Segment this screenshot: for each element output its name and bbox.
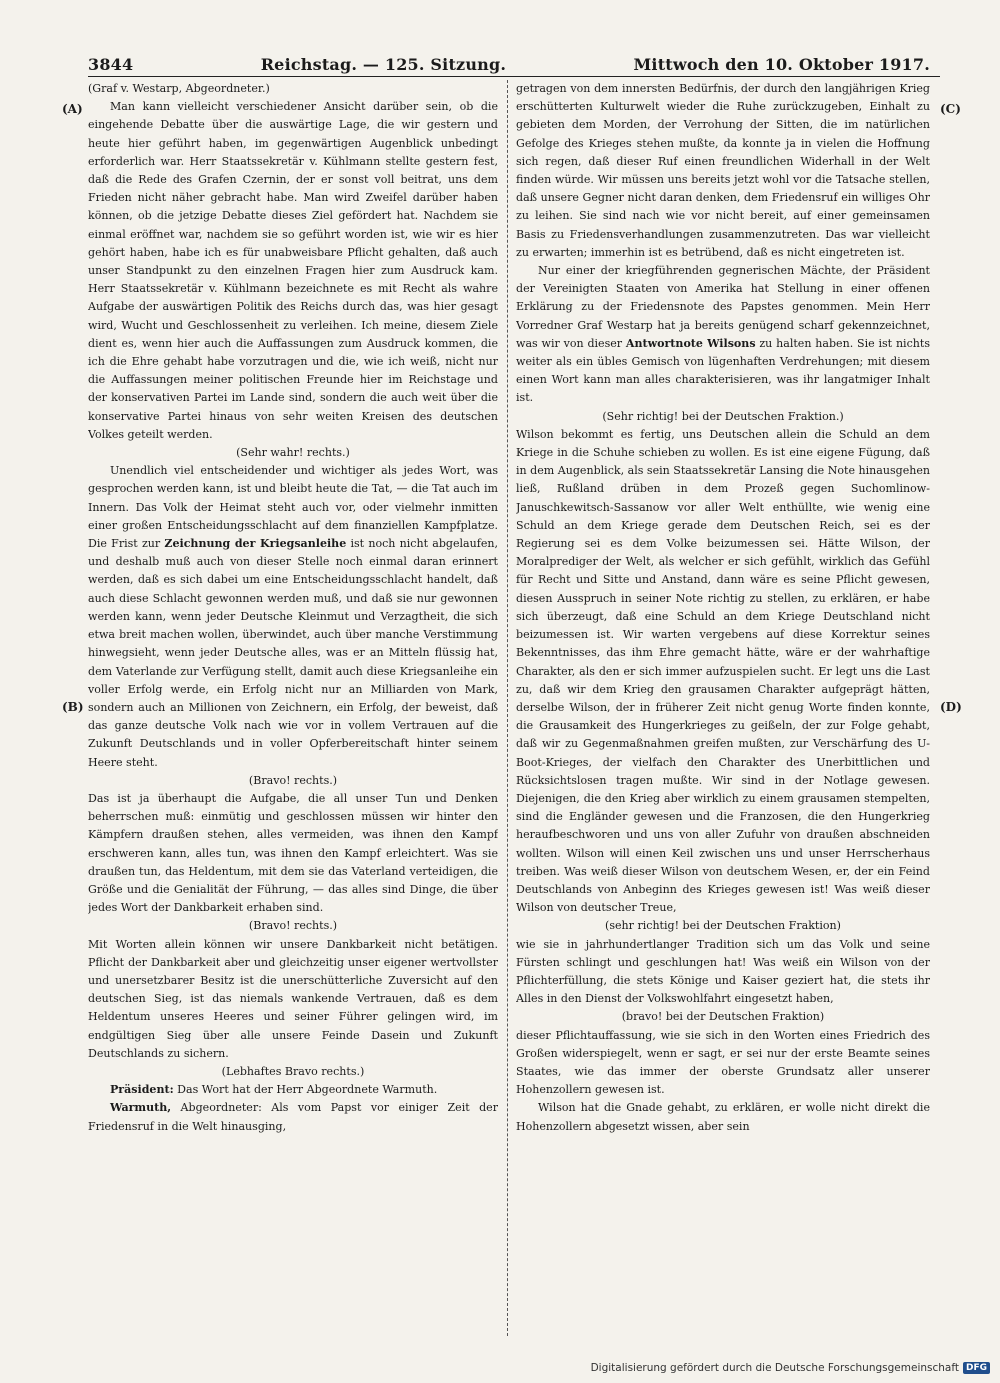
margin-marker-c: (C) [940, 102, 961, 116]
emphasis-kriegsanleihe: Zeichnung der Kriegsanleihe [164, 537, 347, 551]
paragraph: getragen von dem innersten Bedürfnis, der durch den langjährigen Krieg erschütterten Kulturwelt wieder die Ruhe zurückzugeben, Einhalt zu gebieten dem Morden, der Verrohung der Sitten, die im natürlichen Gefolge des Krieges stehen mußte, da konnte ja in vielen die Hoffnung sich regen, daß dieser Ruf einen freundlichen Widerhall in der Welt finden würde. Wir müssen uns bereits jetzt wohl vor die Tatsache stellen, daß unsere Gegner nicht daran denken, dem Friedensruf ein williges Ohr zu leihen. Sie sind nach wie vor nicht bereit, auf einer gemeinsamen Basis zu Friedensverhandlungen zusammenzutreten. Das war vielleicht zu erwarten; immerhin ist es betrübend, daß es nicht eingetreten ist. [516, 82, 930, 259]
interjection: (sehr richtig! bei der Deutschen Fraktion) [605, 919, 841, 933]
speaker-label-praesident: Präsident: [110, 1083, 174, 1097]
footer-text: Digitalisierung gefördert durch die Deutsche Forschungsgemeinschaft [590, 1362, 959, 1374]
emphasis-antwortnote: Antwortnote Wilsons [625, 336, 756, 350]
paragraph [88, 1081, 498, 1099]
interjection: (Bravo! rechts.) [248, 919, 338, 933]
paragraph: Mit Worten allein können wir unsere Dankbarkeit nicht betätigen. Pflicht der Dankbarkeit aber und gleichzeitig unser eigener wertvollster und unersetzbarer Besitz ist die unerschütterliche Zuversicht auf den deutschen Sieg, ist das niemals wankende Vertrauen, daß es dem Heldentum unseres Heeres und seiner Führer gelingen wird, im endgültigen Sieg über alle unsere Feinde Dasein und Zukunft Deutschlands zu sichern. [88, 937, 498, 1060]
column-divider [507, 80, 508, 1336]
paragraph: Wilson hat die Gnade gehabt, zu erklären, er wolle nicht direkt die Hohenzollern abgesetzt wissen, aber sein [516, 1101, 930, 1133]
interjection: (Sehr wahr! rechts.) [236, 446, 350, 460]
paragraph: Wilson bekommt es fertig, uns Deutschen allein die Schuld an dem Kriege in die Schuhe schieben zu wollen. Es ist eine eigene Fügung, daß in dem Augenblick, als sein Staatssekretär Lansing die Note hinausgehen ließ, Rußland drüben in dem Prozeß gegen Suchomlinow-Januschkewitsch-Sassanow vor aller Welt enthüllte, wie wenig eine Schuld an dem Kriege gerade dem Deutschen Reich, sei es der Regierung sei es dem Volke beizumessen sei. Hätte Wilson, der Moralprediger der Welt, als welcher er sich gefühlt, wirklich das Gefühl für Recht und Sitte und Anstand, dann wäre es seine Pflicht gewesen, diesen Ausspruch in seiner Note richtig zu stellen, zu erklären, er habe sich überzeugt, daß eine Schuld an dem Kriege Deutschland nicht beizumessen ist. Wir warten vergebens auf diese Korrektur seines Bekenntnisses, das ihm Ehre gemacht hätte, wäre er der wahrhaftige Charakter, als den er sich immer aufzuspielen sucht. Er legt uns die Last zu, daß wir dem Krieg den grausamen Charakter aufgeprägt hätten, derselbe Wilson, der in früherer Zeit nicht genug Worte finden konnte, die Grausamkeit des Hungerkrieges zu geißeln, der zur Folge gehabt, daß wir zu Gegenmaßnahmen greifen mußten, zur Verschärfung des U-Boot-Krieges, der vielfach den Charakter des Unerbittlichen und Rücksichtslosen tragen mußte. Wir sind in der Notlage gewesen. Diejenigen, die den Krieg aber wirklich zu einem grausamen stempelten, sind die Engländer gewesen und die Franzosen, die den Hungerkrieg heraufbeschworen und uns von aller Zufuhr von draußen abschneiden wollten. Wilson will einen Keil zwischen uns und unser Herrscherhaus treiben. Was weiß dieser Wilson von deutschem Wesen, er, der ein Feind Deutschlands von Anbeginn des Krieges gewesen ist! Was weiß dieser Wilson von deutscher Treue, [516, 427, 930, 915]
header-rule [88, 76, 940, 77]
session-title: Reichstag. — 125. Sitzung. [260, 55, 507, 74]
margin-marker-a: (A) [62, 102, 83, 116]
text-run: zu halten haben. Sie ist nichts weiter als ein übles Gemisch von lügenhaften Verdrehungen; mit diesem einen Wort kann man alles charakterisieren, was ihr langatmiger Inhalt ist. [516, 336, 930, 405]
margin-marker-d: (D) [940, 700, 962, 714]
text-run: Abgeordneter: Als vom Papst vor einiger Zeit der Friedensruf in die Welt hinausging, [88, 1101, 498, 1133]
right-column [516, 80, 930, 1336]
text-run: Unendlich viel entscheidender und wichtiger als jedes Wort, was gesprochen werden kann, ist und bleibt heute die Tat, — die Tat auch im Innern. Das Volk der Heimat steht auch vor, oder vielmehr inmitten einer großen Entscheidungsschlacht auf dem finanziellen Kampfplatze. Die Frist zur [88, 464, 498, 551]
text-run: ist noch nicht abgelaufen, und deshalb muß auch von dieser Stelle noch einmal daran erinnert werden, daß es sich dabei um eine Entscheidungsschlacht handelt, daß auch diese Schlacht gewonnen werden muß, und daß sie nur gewonnen werden kann, wenn jeder Deutsche Kleinmut und Verzagtheit, die sich etwa breit machen wollen, überwindet, auch über manche Verstimmung hinwegsieht, wenn jeder Deutsche alles, was er an Mitteln flüssig hat, dem Vaterlande zur Verfügung stellt, damit auch diese Kriegsanleihe ein voller Erfolg werde, ein Erfolg nicht nur an Milliarden von Mark, sondern auch an Millionen von Zeichnern, ein Erfolg, der beweist, daß das ganze deutsche Volk nach wie vor in vollem Vertrauen auf die Zukunft Deutschlands und in voller Opferbereitschaft hinter seinem Heere steht. [88, 537, 498, 769]
paragraph: dieser Pflichtauffassung, wie sie sich in den Worten eines Friedrich des Großen widerspiegelt, wenn er sagt, er sei nur der erste Beamte seines Staates, wie das immer der oberste Grundsatz aller unserer Hohenzollern gewesen ist. [516, 1028, 930, 1097]
session-date: Mittwoch den 10. Oktober 1917. [633, 55, 930, 74]
interjection: (bravo! bei der Deutschen Fraktion) [621, 1010, 825, 1024]
page-header [88, 46, 930, 74]
interjection: (Lebhaftes Bravo rechts.) [221, 1064, 365, 1078]
speaker-note: (Graf v. Westarp, Abgeordneter.) [88, 82, 270, 95]
paragraph [88, 462, 498, 771]
paragraph: Das ist ja überhaupt die Aufgabe, die all unser Tun und Denken beherrschen muß: einmütig und geschlossen müssen wir hinter den Kämpfern draußen stehen, alles vermeiden, was ihnen den Kampf erschweren kann, alles tun, was ihnen den Kampf erleichtert. Was sie draußen tun, das Heldentum, mit dem sie das Vaterland verteidigen, die Größe und die Genialität der Führung, — das alles sind Dinge, die über jedes Wort der Dankbarkeit erhaben sind. [88, 791, 498, 915]
paragraph [88, 1099, 498, 1135]
margin-marker-b: (B) [62, 700, 84, 714]
interjection: (Sehr richtig! bei der Deutschen Fraktion.) [602, 409, 844, 423]
digitization-footer [591, 1362, 990, 1374]
left-column [88, 80, 498, 1336]
paragraph: Man kann vielleicht verschiedener Ansicht darüber sein, ob die eingehende Debatte über die auswärtige Lage, die wir gestern und heute hier geführt haben, im gegenwärtigen Augenblick unbedingt erforderlich war. Herr Staatssekretär v. Kühlmann stellte gestern fest, daß die Rede des Grafen Czernin, der er sonst voll beitrat, uns dem Frieden nicht näher gebracht habe. Man wird Zweifel darüber haben können, ob die jetzige Debatte dieses Ziel gefördert hat. Nachdem sie einmal eröffnet war, nachdem sie so geführt worden ist, wie wir es hier gehört haben, habe ich es für unabweisbare Pflicht gehalten, daß auch unser Standpunkt zu den einzelnen Fragen hier zum Ausdruck kam. Herr Staatssekretär v. Kühlmann bezeichnete es mit Recht als wahre Aufgabe der auswärtigen Politik des Reichs durch das, was hier gesagt wird, Wucht und Geschlossenheit zu verleihen. Ich meine, diesem Ziele dient es, wenn hier auch die Auffassungen zum Ausdruck kommen, die ich die Ehre gehabt habe vorzutragen und die, wie ich weiß, nicht nur die Auffassungen meiner politischen Freunde hier im Reichstage und der konservativen Partei im Lande sind, sondern die auch weit über die konservative Partei hinaus von sehr weiten Kreisen des deutschen Volkes geteilt werden. [88, 100, 498, 441]
dfg-logo-icon: DFG [963, 1362, 990, 1374]
paragraph [516, 262, 930, 408]
text-run: Nur einer der kriegführenden gegnerischen Mächte, der Präsident der Vereinigten Staaten von Amerika hat Stellung in einer offenen Erklärung zu der Friedensnote des Papstes genommen. Mein Herr Vorredner Graf Westarp hat ja bereits genügend scharf gekennzeichnet, was wir von dieser [516, 264, 930, 350]
page-number: 3844 [88, 55, 134, 74]
interjection: (Bravo! rechts.) [248, 773, 338, 787]
text-run: Das Wort hat der Herr Abgeordnete Warmuth. [173, 1083, 438, 1097]
paragraph: wie sie in jahrhundertlanger Tradition sich um das Volk und seine Fürsten schlingt und geschlungen hat! Was weiß ein Wilson von der Pflichterfüllung, die stets Könige und Kaiser geziert hat, die stets ihr Alles in den Dienst der Volkswohlfahrt eingesetzt haben, [516, 937, 930, 1006]
speaker-label-warmuth: Warmuth, [110, 1101, 172, 1115]
